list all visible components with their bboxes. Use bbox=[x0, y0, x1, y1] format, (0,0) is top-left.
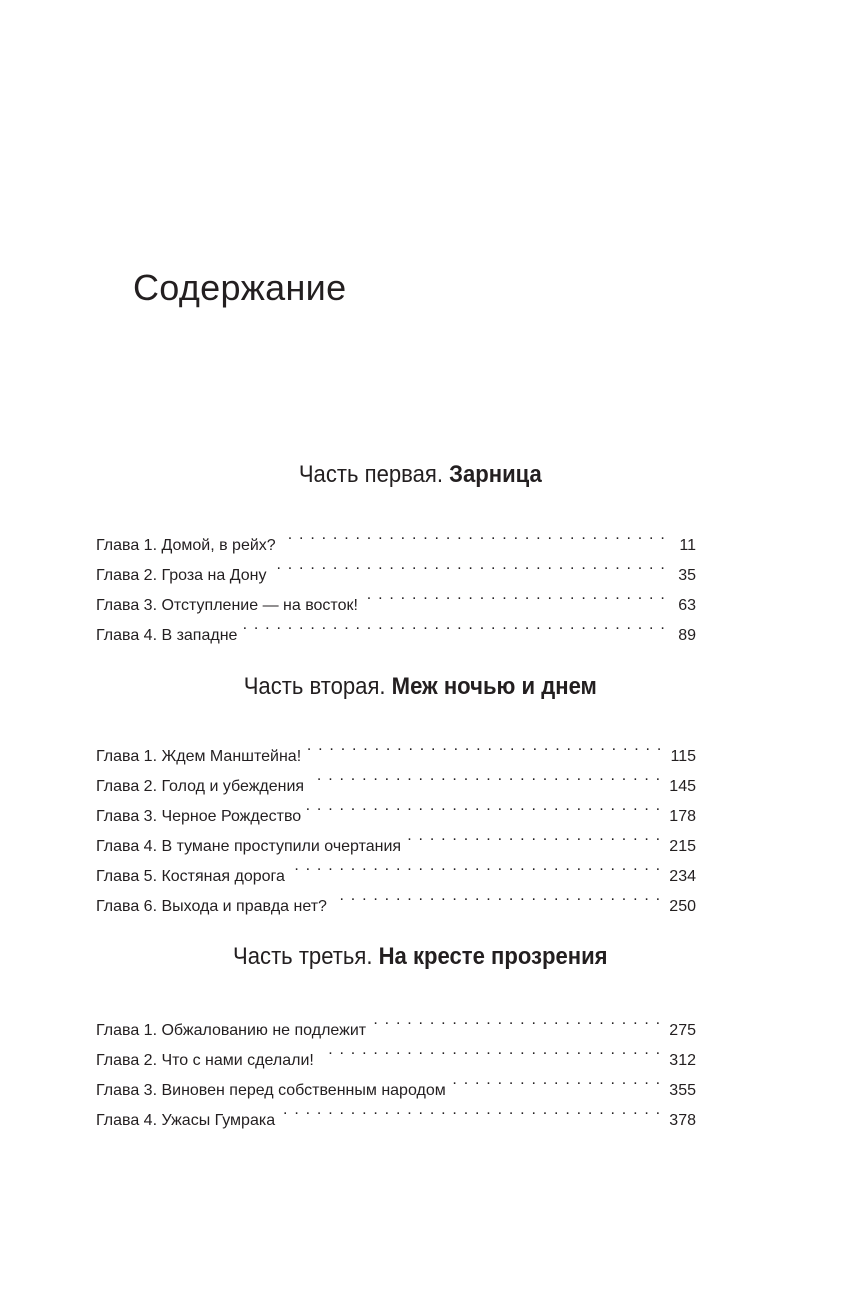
chapter-title: Глава 1. Обжалованию не подлежит bbox=[96, 1022, 367, 1039]
page-number: 145 bbox=[669, 778, 696, 795]
page-number: 178 bbox=[669, 808, 696, 825]
toc-entry[interactable] bbox=[96, 731, 696, 765]
part-label: Часть первая. bbox=[298, 461, 443, 488]
page-number: 275 bbox=[669, 1022, 696, 1039]
part-heading bbox=[32, 460, 809, 490]
dot-leader bbox=[291, 851, 661, 881]
part-label: Часть третья. bbox=[233, 943, 373, 970]
chapter-title: Глава 4. В западне bbox=[96, 627, 238, 644]
chapter-title: Глава 6. Выхода и правда нет? bbox=[96, 898, 327, 915]
page-number: 312 bbox=[669, 1052, 696, 1069]
dot-leader bbox=[243, 610, 666, 640]
chapter-title: Глава 5. Костяная дорога bbox=[96, 868, 285, 885]
part-heading bbox=[32, 672, 809, 702]
chapter-title: Глава 3. Виновен перед собственным народом bbox=[96, 1082, 446, 1099]
chapter-title: Глава 3. Черное Рождество bbox=[96, 808, 302, 825]
page-title: Содержание bbox=[133, 267, 347, 308]
chapter-title: Глава 3. Отступление — на восток! bbox=[96, 597, 358, 614]
chapter-title: Глава 2. Гроза на Дону bbox=[96, 567, 267, 584]
dot-leader bbox=[452, 1065, 662, 1095]
chapter-list bbox=[96, 520, 696, 644]
dot-leader bbox=[320, 1035, 661, 1065]
dot-leader bbox=[282, 520, 666, 550]
dot-leader bbox=[310, 761, 661, 791]
page-number: 355 bbox=[669, 1082, 696, 1099]
page-number: 378 bbox=[669, 1112, 696, 1129]
dot-leader bbox=[272, 550, 666, 580]
dot-leader bbox=[307, 791, 661, 821]
dot-leader bbox=[407, 821, 661, 851]
page-number: 215 bbox=[669, 838, 696, 855]
dot-leader bbox=[281, 1095, 661, 1125]
page-number: 11 bbox=[679, 537, 696, 554]
part-name: Зарница bbox=[449, 461, 542, 488]
chapter-title: Глава 2. Что с нами сделали! bbox=[96, 1052, 314, 1069]
dot-leader bbox=[372, 1005, 661, 1035]
dot-leader bbox=[307, 731, 662, 761]
chapter-list bbox=[96, 731, 696, 915]
toc-entry[interactable] bbox=[96, 520, 696, 554]
part-heading bbox=[32, 942, 809, 972]
page-number: 35 bbox=[678, 567, 696, 584]
chapter-title: Глава 2. Голод и убеждения bbox=[96, 778, 305, 795]
part-name: Меж ночью и днем bbox=[391, 673, 597, 700]
chapter-title: Глава 1. Домой, в рейх? bbox=[96, 537, 276, 554]
page-number: 63 bbox=[678, 597, 696, 614]
page-number: 89 bbox=[678, 627, 696, 644]
dot-leader bbox=[333, 881, 661, 911]
toc-entry[interactable] bbox=[96, 1005, 696, 1039]
chapter-list bbox=[96, 1005, 696, 1129]
chapter-title: Глава 1. Ждем Манштейна! bbox=[96, 748, 302, 765]
chapter-title: Глава 4. В тумане проступили очертания bbox=[96, 838, 402, 855]
page-number: 250 bbox=[669, 898, 696, 915]
chapter-title: Глава 4. Ужасы Гумрака bbox=[96, 1112, 276, 1129]
dot-leader bbox=[364, 580, 666, 610]
page-number: 115 bbox=[670, 748, 696, 765]
part-label: Часть вторая. bbox=[243, 673, 386, 700]
page-number: 234 bbox=[669, 868, 696, 885]
part-name: На кресте прозрения bbox=[378, 943, 608, 970]
